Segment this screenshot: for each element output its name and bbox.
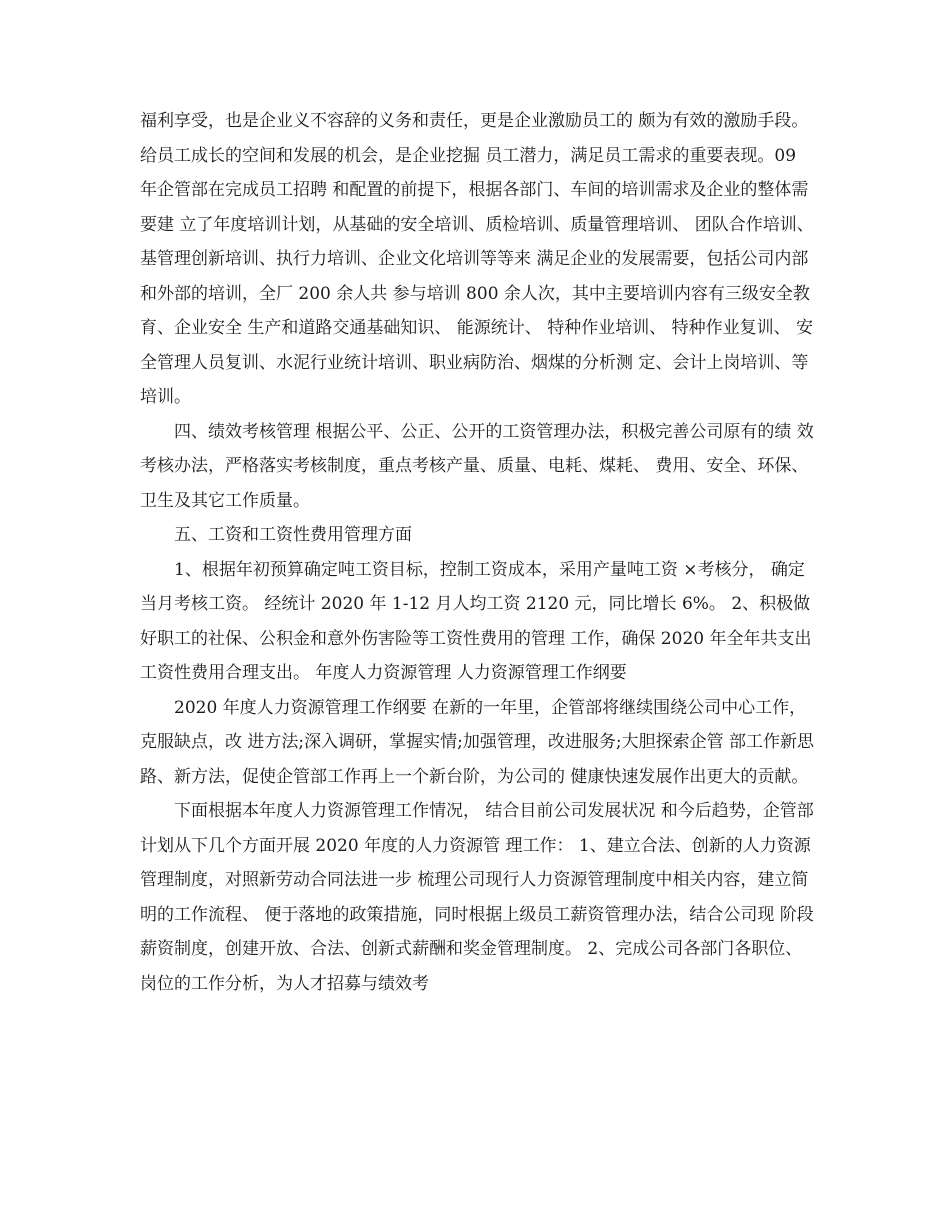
paragraph-performance-review: 四、绩效考核管理 根据公平、公正、公开的工资管理办法，积极完善公司原有的绩 效考核办法，严格落实考核制度，重点考核产量、质量、电耗、煤耗、 费用、安全、环保、卫生及其它工作质量。 <box>140 421 814 511</box>
paragraph-wage-management: 1、根据年初预算确定吨工资目标，控制工资成本，采用产量吨工资 ×考核分， 确定当月考核工资。 经统计 2020 年 1-12 月人均工资 2120 元，同比增长 6%。 2、积极做好职工的社保、公积金和意外伤害险等工资性费用的管理 工作，确保 2020 年全年共支出工资性费用合理支出。 年度人力资源管理 人力资源管理工作纲要 <box>140 559 812 683</box>
paragraph-annual-outline: 2020 年度人力资源管理工作纲要 在新的一年里，企管部将继续围绕公司中心工作，克服缺点，改 进方法;深入调研，掌握实情;加强管理，改进服务;大胆探索企管 部工作新思路、新方法，促使企管部工作再上一个新台阶，为公司的 健康快速发展作出更大的贡献。 <box>140 697 814 787</box>
paragraph-work-plan: 下面根据本年度人力资源管理工作情况， 结合目前公司发展状况 和今后趋势，企管部计划从下几个方面开展 2020 年度的人力资源管 理工作： 1、建立合法、创新的人力资源管理制度，对照新劳动合同法进一步 梳理公司现行人力资源管理制度中相关内容，建立简明的工作流程、 便于落地的政策措施，同时根据上级员工薪资管理办法，结合公司现 阶段薪资制度，创建开放、合法、创新式薪酬和奖金管理制度。 2、完成公司各部门各职位、岗位的工作分析，为人才招募与绩效考 <box>140 801 814 994</box>
paragraph-training: 福利享受，也是企业义不容辞的义务和责任，更是企业激励员工的 颇为有效的激励手段。给员工成长的空间和发展的机会，是企业挖掘 员工潜力，满足员工需求的重要表现。09 年企管部在完成员工招聘 和配置的前提下，根据各部门、车间的培训需求及企业的整体需要建 立了年度培训计划，从基础的安全培训、质检培训、质量管理培训、 团队合作培训、基管理创新培训、执行力培训、企业文化培训等等来 满足企业的发展需要，包括公司内部和外部的培训，全厂 200 余人共 参与培训 800 余人次，其中主要培训内容有三级安全教育、企业安全 生产和道路交通基础知识、 能源统计、 特种作业培训、 特种作业复训、 安全管理人员复训、水泥行业统计培训、职业病防治、烟煤的分析测 定、会计上岗培训、等培训。 <box>140 111 814 407</box>
section-heading-wages: 五、工资和工资性费用管理方面 <box>174 525 412 545</box>
document-body <box>140 104 815 1001</box>
